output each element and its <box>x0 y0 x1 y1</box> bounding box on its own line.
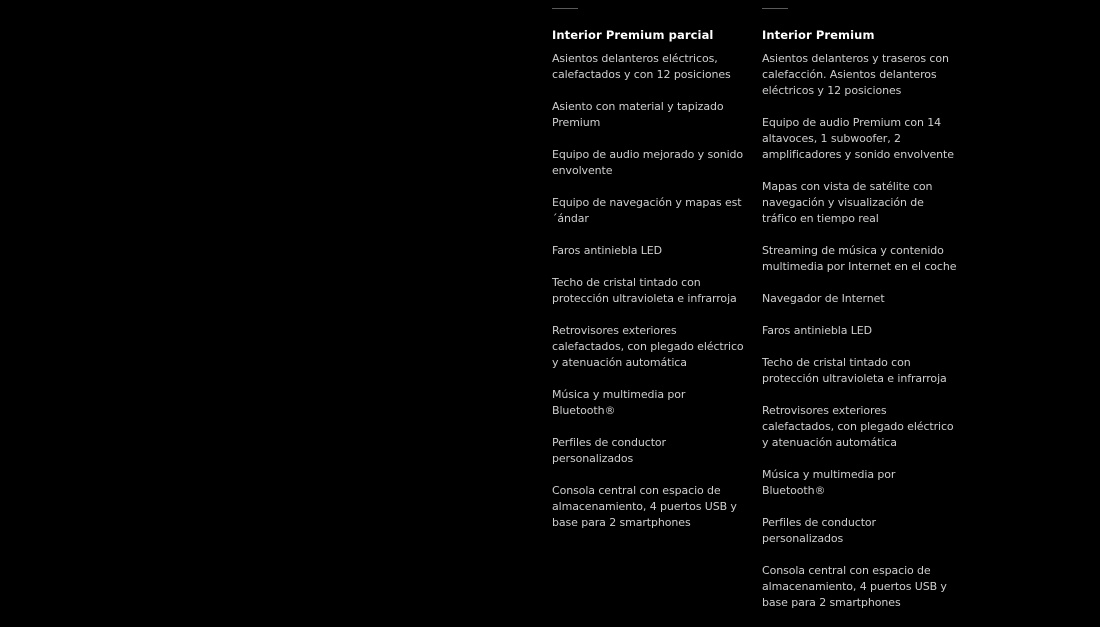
feature-item: Asientos delanteros eléctricos, calefactados y con 12 posiciones <box>552 52 731 81</box>
feature-item: Equipo de navegación y mapas est´ándar <box>552 196 742 225</box>
feature-item: Música y multimedia por Bluetooth® <box>552 388 686 417</box>
feature-item: Techo de cristal tintado con protección ultravioleta e infrarroja <box>762 356 947 385</box>
feature-column-premium-interior <box>762 0 962 627</box>
feature-item: Música y multimedia por Bluetooth® <box>762 468 896 497</box>
feature-item: Navegador de Internet <box>762 292 885 305</box>
feature-item: Retrovisores exteriores calefactados, con plegado eléctrico y atenuación automática <box>552 324 744 369</box>
feature-item: Perfiles de conductor personalizados <box>762 516 876 545</box>
feature-item: Consola central con espacio de almacenamiento, 4 puertos USB y base para 2 smartphones <box>552 484 737 529</box>
column-title: Interior Premium parcial <box>552 28 714 42</box>
feature-item: Asiento con material y tapizado Premium <box>552 100 724 129</box>
column-divider-rule <box>762 8 788 9</box>
feature-item: Perfiles de conductor personalizados <box>552 436 666 465</box>
feature-item: Equipo de audio mejorado y sonido envolvente <box>552 148 744 177</box>
column-divider-rule <box>552 8 578 9</box>
feature-item: Retrovisores exteriores calefactados, con plegado eléctrico y atenuación automática <box>762 404 954 449</box>
feature-item: Faros antiniebla LED <box>762 324 872 337</box>
feature-list <box>762 51 962 611</box>
feature-column-partial-premium-interior <box>552 0 752 547</box>
feature-item: Faros antiniebla LED <box>552 244 662 257</box>
feature-item: Mapas con vista de satélite con navegación y visualización de tráfico en tiempo real <box>762 180 933 225</box>
feature-item: Streaming de música y contenido multimedia por Internet en el coche <box>762 244 957 273</box>
feature-item: Asientos delanteros y traseros con calefacción. Asientos delanteros eléctricos y 12 posiciones <box>762 52 949 97</box>
feature-item: Techo de cristal tintado con protección ultravioleta e infrarroja <box>552 276 737 305</box>
feature-list <box>552 51 752 531</box>
column-title: Interior Premium <box>762 28 875 42</box>
feature-item: Consola central con espacio de almacenamiento, 4 puertos USB y base para 2 smartphones <box>762 564 947 609</box>
feature-item: Equipo de audio Premium con 14 altavoces, 1 subwoofer, 2 amplificadores y sonido envolvente <box>762 116 954 161</box>
